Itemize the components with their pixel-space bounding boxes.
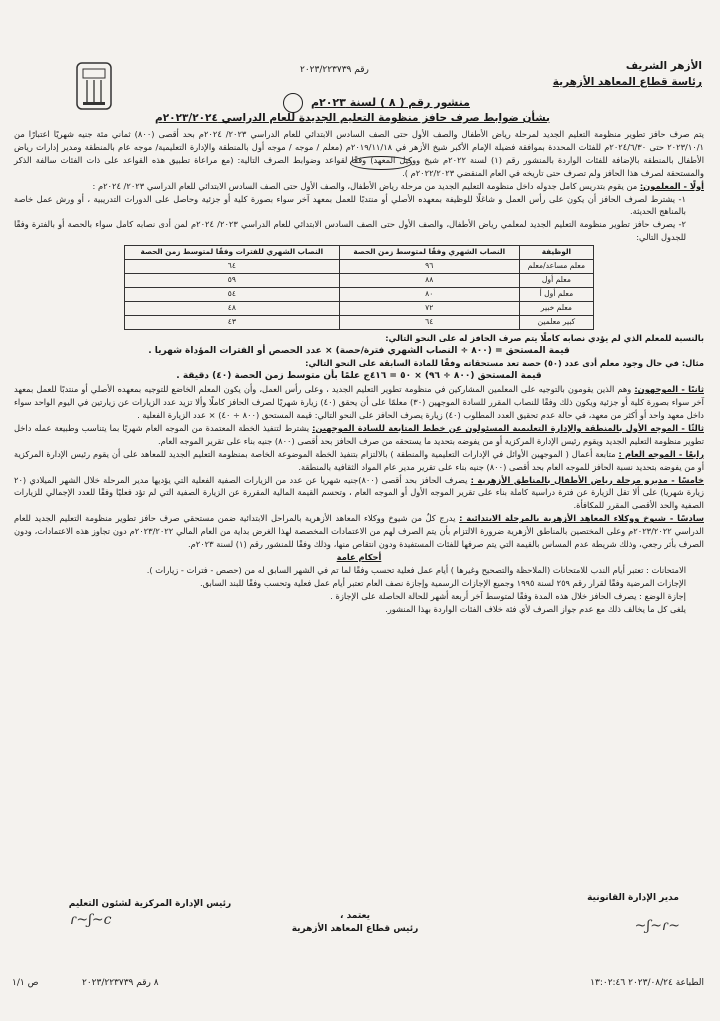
intro-paragraph: يتم صرف حافز تطوير منظومة التعليم الجديد لمرحلة رياض الأطفال والصف الأول حتى الصف السادس الابتدائي للعام الدراسي ٢٠٢٣/ ٢٠٢٤م بحد أقصى (٨٠٠) ثماني مئة جنيه شهريًا اعتبارًا من ٢٠٢٣/١٠/١ حتى ٢٠٢٤/٦/٣٠م للفئات المحددة بموافقة فضيلة الإمام الأكبر شيخ الأزهر في ٢٠١٩/١١/١٨م (معلم / موجه / موجه أول بالمنطقة والإدارة التعليمية/ موجه عام بالمنطقة ومدير إدارات رياض الأطفال بالمنطقة بالإضافة للفئات الواردة بالمنشور رقم (١) لسنة ٢٠٢٢م شيخ ووكيل المعهد) وفقًا لقواعد وضوابط الصرف التالية: (مع مراعاة تطبيق هذه القواعد على ذات الفئات سالفة الذكر والمستحقة لصرف هذا الحافز ولم تصرف حتى تاريخه في العام المنقضي ٢٠٢٢/٢٠٢٣م ). bbox=[14, 129, 704, 178]
section-3-text: يشترط لتنفيذ الخطة المعتمدة من الموجه العام شهريًا بما يتناسب وطبيعة عمله داخل تطوير منظومة التعليم الجديد ويقوم رئيس الإدارة المركزية أو من يفوضه بتحديد ما يستحقه من صرف الحافز بحد أقصى (٨٠٠) جنيه بناء على تقرير الموجه العام. bbox=[14, 422, 704, 446]
general-item: الامتحانات : تعتبر أيام الندب للامتحانات (الملاحظة والتصحيح وغيرها ) أيام عمل فعلية تحسب وفقًا لما تم في الشهر السابق له من (حصص - فترات - زيارات ). bbox=[146, 564, 686, 575]
header-reference: رقم ٢٠٢٣/٢٢٣٧٣٩ bbox=[300, 65, 369, 75]
header-organization bbox=[532, 58, 702, 90]
section-2-heading: ثانيًا - الموجهون: bbox=[634, 384, 704, 395]
example-text: مثال: في حال وجود معلم أدى عدد (٥٠) حصة تعد مستحقاته وفقًا للمادة السابقة على النحو التالي: bbox=[305, 358, 704, 369]
section-5-text: يصرف الحافز بحد أقصى (٨٠٠)جنيه شهريا عن عدد من الزيارات الصفية الفعلية التي يؤديها مدير المرحلة خلال الشهر الميلادي (٢٠ زيارة شهريا) على ألا تقل الزيارة عن فترة دراسية كاملة بناء على تقرير الموجه الأول أو الموجه العام ، وتحسم القيمة المالية المقررة عن الزيارة الصفية التي لم تؤد فعليًا وفقًا للعدد الإجمالي للزيارات الصفية والحد الأقصى المقرر للمكافأة. bbox=[14, 474, 704, 511]
section-1 bbox=[14, 180, 704, 193]
section-2 bbox=[14, 383, 704, 422]
handwritten-circle-icon bbox=[350, 156, 412, 170]
org-sector: رئاسة قطاع المعاهد الأزهرية bbox=[552, 76, 702, 88]
section-3 bbox=[14, 422, 704, 448]
handwritten-circle-icon bbox=[283, 93, 303, 113]
section-5-heading: خامسًا - مديرو مرحلة رياض الأطفال بالمناطق الأزهرية : bbox=[470, 474, 704, 485]
section-1-heading: أولًا - المعلمون: bbox=[639, 180, 704, 191]
table-cell-lessons: ٨٨ bbox=[339, 273, 519, 287]
document-body bbox=[14, 128, 704, 616]
table-header-row bbox=[125, 246, 594, 260]
table-cell-periods: ٥٩ bbox=[125, 273, 340, 287]
org-name: الأزهر الشريف bbox=[625, 60, 702, 72]
table-header-periods: النصاب الشهري للفترات وفقًا لمتوسط زمن الحصة bbox=[125, 246, 340, 260]
table-cell-job: معلم مساعد/معلم bbox=[519, 260, 593, 274]
table-row bbox=[125, 301, 594, 315]
table-cell-lessons: ٩٦ bbox=[339, 260, 519, 274]
example-formula: قيمة المستحق (٨٠٠ ÷ ٩٦) × ٥٠ = ٤١٦ج علمًا بأن متوسط زمن الحصة (٤٠) دقيقة . bbox=[176, 371, 542, 382]
section-2-text: وهم الذين يقومون بالتوجيه على المعلمين المشاركين في منظومة تطوير التعليم الجديد ، وعلى رأس العمل، وأن يكون المعلم الخاضع للتوجيه بمعهده الأصلي أو منتدبًا للعمل بمعهد آخر سواء بصورة كلية أو جزئية ويكون ذلك وفقًا للنصاب المقرر للسادة الموجهين (٣٠) معلمًا على أن يحقق (٤٠) زيارة شهريًا لصرف الحافز كاملًا وألا تزيد عدد الزيارات عن زيارتين في اليوم الواحد سواء داخل معهد واحد أو أكثر من معهد، في حالة عدم تحقيق العدد المطلوب (٤٠) زيارة يصرف الحافز على النحو التالي: قيمة المستحق (٨٠٠ ÷ ٤٠) × عدد الزيارة الفعلية . bbox=[14, 384, 704, 421]
section-3-heading: ثالثًا - الموجه الأول بالمنطقة والإدارة التعليمية المسئولون عن خطط المتابعة للسادة الموجهين: bbox=[312, 422, 704, 433]
quota-table bbox=[124, 245, 594, 329]
partial-quota-text: بالنسبة للمعلم الذي لم يؤدي نصابه كاملًا يتم صرف الحافز له على النحو التالي: bbox=[385, 332, 704, 343]
table-cell-lessons: ٦٤ bbox=[339, 315, 519, 329]
page-number: ص ١/١ bbox=[12, 978, 39, 988]
table-cell-lessons: ٧٢ bbox=[339, 301, 519, 315]
signature-education bbox=[40, 898, 260, 911]
table-cell-periods: ٤٣ bbox=[125, 315, 340, 329]
table-header-job: الوظيفة bbox=[519, 246, 593, 260]
table-cell-periods: ٥٤ bbox=[125, 287, 340, 301]
table-row bbox=[125, 260, 594, 274]
circular-title: منشور رقم ( ٨ ) لسنة ٢٠٢٣م bbox=[310, 96, 470, 109]
section-6-text: يدرج كلٌ من شيوخ ووكلاء المعاهد الأزهرية بالمراحل الابتدائية ضمن مستحقي صرف حافز تطوير منظومة التعليم الجديد للعام الدراسي ٢٠٢٣/٢٠٢٢م وعلى المختصين بالمناطق الأزهرية ضرورة الالتزام بأن يتم الصرف لهم من الاعتمادات المخصصة لهذا الغرض بداية من العام المالي ٢٠٢٣/٢٠٢٢م دون تجاوز هذه الاعتمادات، ودون الصرف بأثر رجعي، وذلك شريطة عدم المساس بالقيمة التي يتم صرفها للفئات المستفيدة ودون انتقاص منها، وذلك وفقًا للمنشور رقم (١) لسنة ٢٠٢٣م. bbox=[14, 513, 704, 550]
table-cell-periods: ٤٨ bbox=[125, 301, 340, 315]
signature-approval-title: رئيس قطاع المعاهد الأزهرية bbox=[291, 924, 419, 934]
handwritten-signature-icon: ~ʃ~ɾ~ bbox=[634, 918, 680, 934]
section-1-intro: من يقوم بتدريس كامل جدوله داخل منظومة التعليم الجديد من مرحلة رياض الأطفال، والصف الأول حتى الصف السادس الابتدائي للعام الدراسي ٢٠٢٣/ ٢٠٢٤م : bbox=[92, 180, 638, 191]
section-1-item-2: ٢- يصرف حافز تطوير منظومة التعليم الجديد لمعلمي رياض الأطفال، والصف الأول حتى الصف السادس الابتدائي للعام الدراسي ٢٠٢٣/ ٢٠٢٤م لمن أدى نصابه كامل سواء بالحصة أو بالفترة وفقًا للجدول التالي: bbox=[14, 219, 686, 243]
al-azhar-logo-icon bbox=[74, 60, 114, 112]
handwritten-signature-icon: ɾ~ʃ~c bbox=[70, 912, 112, 928]
print-date: الطباعة ٢٠٢٣/٠٨/٢٤ ١٣:٠٢:٤٦ bbox=[590, 978, 704, 988]
general-item: يلغى كل ما يخالف ذلك مع عدم جواز الصرف لأي فئة خلاف الفئات الواردة بهذا المنشور. bbox=[385, 603, 686, 614]
entitlement-formula: قيمة المستحق = (٨٠٠ ÷ النصاب الشهري فترة/حصة) × عدد الحصص أو الفترات المؤداة شهريا . bbox=[148, 345, 570, 356]
section-5 bbox=[14, 474, 704, 513]
footer-number: ٨ رقم ٢٠٢٣/٢٢٣٧٣٩ bbox=[82, 978, 159, 988]
table-cell-periods: ٦٤ bbox=[125, 260, 340, 274]
table-cell-job: كبير معلمين bbox=[519, 315, 593, 329]
section-1-item-1: ١- يشترط لصرف الحافز أن يكون على رأس العمل و شاغلًا للوظيفة بمعهده الأصلي أو منتدبًا للعمل بمعهد آخر سواء بصورة كلية أو جزئية وحاصل على الدورات التدريبية ، أو ورش عمل خاصة بالمناهج الحديثة. bbox=[14, 193, 686, 217]
signature-approval bbox=[280, 910, 430, 936]
signature-approval-label: يعتمد ، bbox=[340, 911, 370, 921]
signature-legal-title: مدير الإدارة القانونية bbox=[587, 893, 679, 903]
table-row bbox=[125, 273, 594, 287]
table-cell-job: معلم أول bbox=[519, 273, 593, 287]
section-6 bbox=[14, 512, 704, 551]
circular-subtitle: بشأن ضوابط صرف حافز منظومة التعليم الجديدة للعام الدراسي ٢٠٢٣/٢٠٢٤م bbox=[155, 112, 550, 124]
section-6-heading: سادسًا - شيوخ ووكلاء المعاهد الأزهرية بالمرحلة الابتدائية : bbox=[459, 513, 704, 524]
section-4 bbox=[14, 448, 704, 474]
table-cell-job: معلم خبير bbox=[519, 301, 593, 315]
signature-legal bbox=[568, 892, 698, 905]
general-provisions-heading: أحكام عامة bbox=[336, 552, 382, 562]
table-cell-job: معلم أول أ bbox=[519, 287, 593, 301]
general-item: إجازة الوضع : يصرف الحافز خلال هذه المدة وفقًا لمتوسط آخر أربعة أشهر للحالة الحاصلة على الإجازة . bbox=[330, 590, 686, 601]
section-4-text: متابعة أعمال ( الموجهين الأوائل في الإدارات التعليمية والمنطقة ) بالالتزام بتنفيذ الخطة الموضوعة الخاصة بمنظومة التعليم الجديد للمعاهد على أن يقوم رئيس الإدارة المركزية أو من يفوضه بتحديد نسبة الحافز للموجه العام بحد أقصى (٨٠٠) جنيه بناء على تقرير مدير عام المواد الثقافية بالمنطقة. bbox=[14, 448, 704, 472]
section-4-heading: رابعًا - الموجه العام : bbox=[618, 448, 704, 459]
table-header-lessons: النصاب الشهري وفقًا لمتوسط زمن الحصة bbox=[339, 246, 519, 260]
signature-education-title: رئيس الإدارة المركزية لشئون التعليم bbox=[68, 899, 232, 909]
table-cell-lessons: ٨٠ bbox=[339, 287, 519, 301]
table-row bbox=[125, 315, 594, 329]
table-row bbox=[125, 287, 594, 301]
general-item: الإجازات المرضية وفقًا لقرار رقم ٢٥٩ لسنة ١٩٩٥ وجميع الإجازات الرسمية وإجازة نصف العام تعتبر أيام عمل فعلية وتحسب وفقًا للبند السابق. bbox=[199, 577, 686, 588]
